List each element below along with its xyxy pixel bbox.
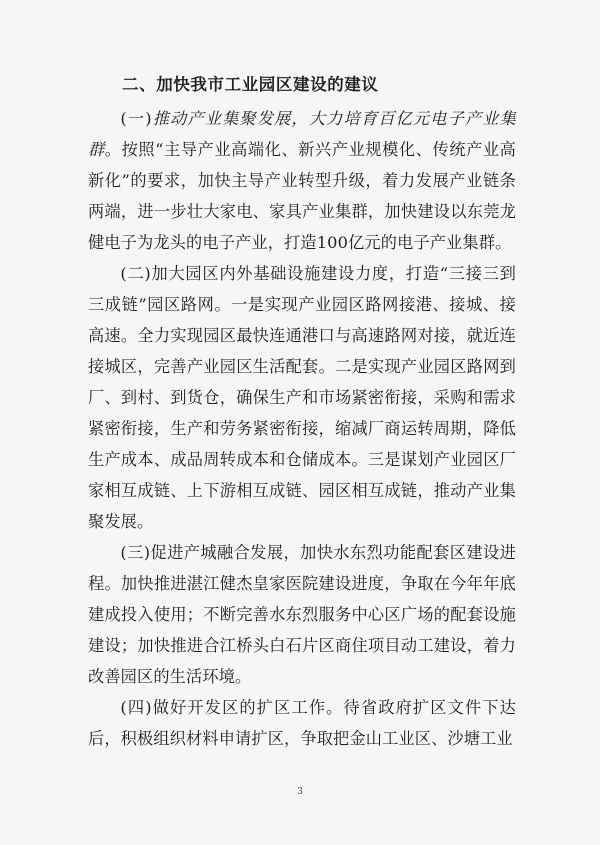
section-heading: 二、加快我市工业园区建设的建议: [122, 75, 379, 94]
paragraph-1-body: 。按照“主导产业高端化、新兴产业规模化、传统产业高新化”的要求，加快主导产业转型升级，着力发展产业链条两端，进一步壮大家电、家具产业集群，加快建设以东莞龙健电子为龙头的电子产业，打造100亿元的电子产业集群。: [88, 140, 517, 252]
paragraph-3-body: 促进产城融合发展，加快水东烈功能配套区建设进程。加快推进湛江健杰皇家医院建设进度，争取在今年年底建成投入使用；不断完善水东烈服务中心区广场的配套设施建设；加快推进合江桥头白石片区商住项目动工建设，着力改善园区的生活环境。: [88, 543, 516, 686]
paragraph-2: [88, 258, 516, 537]
paragraph-3: [88, 537, 516, 692]
paragraph-2-lead: (二): [120, 264, 151, 283]
page-number: 3: [297, 787, 303, 797]
paragraph-3-lead: (三): [120, 543, 151, 562]
paragraph-4-body: 做好开发区的扩区工作。待省政府扩区文件下达后，积极组织材料申请扩区，争取把金山工业区、沙塘工业: [88, 698, 516, 748]
paragraph-1-emphasis: 推动产业集聚发展，大力培育百亿元电子产业集群: [88, 109, 516, 159]
paragraph-4: [88, 692, 516, 754]
paragraph-2-body: 加大园区内外基础设施建设力度，打造“三接三到三成链”园区路网。一是实现产业园区路网接港、接城、接高速。全力实现园区最快连通港口与高速路网对接，就近连接城区，完善产业园区生活配套。二是实现产业园区路网到厂、到村、到货仓，确保生产和市场紧密衔接，采购和需求紧密衔接，生产和劳务紧密衔接，缩减厂商运转周期，降低生产成本、成品周转成本和仓储成本。三是谋划产业园区厂家相互成链、上下游相互成链、园区相互成链，推动产业集聚发展。: [88, 264, 516, 531]
paragraph-1-lead: (一): [120, 109, 152, 128]
paragraph-4-lead: (四): [120, 698, 152, 717]
paragraph-1: [88, 103, 516, 258]
